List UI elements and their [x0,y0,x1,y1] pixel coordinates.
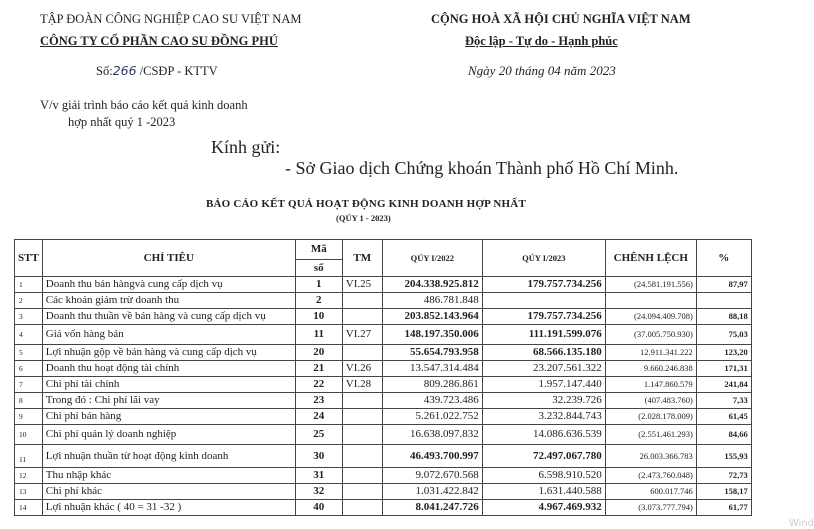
cell-stt: 14 [15,500,43,516]
document-date: Ngày 20 tháng 04 năm 2023 [468,63,616,78]
financial-results-table [14,239,752,516]
header-pct: % [696,240,751,277]
cell-stt: 12 [15,468,43,484]
cell-q2022: 5.261.022.752 [382,409,482,425]
cell-pct: 61,45 [696,409,751,425]
cell-q2023: 72.497.067.780 [482,445,605,468]
cell-tm [342,293,382,309]
cell-chi-tieu: Các khoản giảm trừ doanh thu [42,293,295,309]
table-row [15,425,752,445]
cell-stt: 7 [15,377,43,393]
cell-ma: 24 [295,409,342,425]
header-so: số [295,260,342,277]
cell-ma: 30 [295,445,342,468]
report-title: BÁO CÁO KẾT QUẢ HOẠT ĐỘNG KINH DOANH HỢP NHẤT [206,198,526,210]
cell-q2023 [482,293,605,309]
cell-tm [342,393,382,409]
cell-tm: VI.25 [342,277,382,293]
cell-q2022: 13.547.314.484 [382,361,482,377]
cell-stt: 2 [15,293,43,309]
table-row [15,445,752,468]
cell-q2022: 9.072.670.568 [382,468,482,484]
cell-chenh-lech: (407.483.760) [605,393,696,409]
republic-motto: Độc lập - Tự do - Hạnh phúc [465,34,618,48]
cell-chi-tieu: Chi phí khác [42,484,295,500]
cell-stt: 4 [15,325,43,345]
doc-number-handwritten: 266 [112,63,137,78]
cell-pct: 88,18 [696,309,751,325]
cell-q2023: 23.207.561.322 [482,361,605,377]
org-name-company: CÔNG TY CỔ PHẦN CAO SU ĐỒNG PHÚ [40,34,278,48]
cell-stt: 1 [15,277,43,293]
cell-chenh-lech: 9.660.246.838 [605,361,696,377]
cell-chenh-lech: (24.581.191.556) [605,277,696,293]
cell-tm [342,500,382,516]
cell-pct: 72,73 [696,468,751,484]
cell-q2022: 486.781.848 [382,293,482,309]
cell-q2023: 1.631.440.588 [482,484,605,500]
cell-ma: 21 [295,361,342,377]
cell-stt: 5 [15,345,43,361]
cell-ma: 23 [295,393,342,409]
table-row [15,277,752,293]
cell-stt: 3 [15,309,43,325]
cell-q2022: 809.286.861 [382,377,482,393]
cell-tm [342,425,382,445]
cell-chi-tieu: Giá vốn hàng bán [42,325,295,345]
table-row [15,468,752,484]
cell-chenh-lech: (2.551.461.293) [605,425,696,445]
header-ma: Mã [295,240,342,260]
cell-chi-tieu: Doanh thu thuần về bán hàng và cung cấp dịch vụ [42,309,295,325]
recipient: - Sở Giao dịch Chứng khoán Thành phố Hồ Chí Minh. [285,158,679,178]
doc-number-prefix: Số: [96,64,113,78]
cell-ma: 32 [295,484,342,500]
cell-ma: 31 [295,468,342,484]
cell-ma: 22 [295,377,342,393]
cell-tm [342,309,382,325]
cell-stt: 13 [15,484,43,500]
cell-pct: 75,03 [696,325,751,345]
cell-pct: 155,93 [696,445,751,468]
republic-title: CỘNG HOÀ XÃ HỘI CHỦ NGHĨA VIỆT NAM [431,12,691,26]
cell-chenh-lech: (24.094.409.708) [605,309,696,325]
cell-q2022: 8.041.247.726 [382,500,482,516]
cell-stt: 8 [15,393,43,409]
table-row [15,409,752,425]
cell-pct: 123,20 [696,345,751,361]
doc-number-suffix: /CSĐP - KTTV [139,64,218,78]
cell-q2022: 1.031.422.842 [382,484,482,500]
cell-chenh-lech: 26.003.366.783 [605,445,696,468]
cell-chenh-lech: 12.911.341.222 [605,345,696,361]
cell-q2022: 439.723.486 [382,393,482,409]
cell-tm [342,345,382,361]
cell-chi-tieu: Doanh thu bán hàngvà cung cấp dịch vụ [42,277,295,293]
cell-q2023: 1.957.147.440 [482,377,605,393]
header-q2023: QÚY I/2023 [482,240,605,277]
table-row [15,309,752,325]
watermark-text: Wind [788,518,814,529]
table-row [15,393,752,409]
header-chi-tieu: CHỈ TIÊU [42,240,295,277]
cell-q2022: 55.654.793.958 [382,345,482,361]
cell-pct: 61,77 [696,500,751,516]
cell-chi-tieu: Lợi nhuận gộp về bán hàng và cung cấp dịch vụ [42,345,295,361]
org-name-parent: TẬP ĐOÀN CÔNG NGHIỆP CAO SU VIỆT NAM [40,12,302,26]
table-row [15,377,752,393]
cell-tm: VI.27 [342,325,382,345]
document-number [96,63,218,79]
cell-tm [342,409,382,425]
subject-line-1: V/v giải trình báo cáo kết quả kinh doanh [40,98,248,112]
cell-tm [342,484,382,500]
cell-chi-tieu: Chi phí quản lý doanh nghiệp [42,425,295,445]
cell-pct: 7,33 [696,393,751,409]
cell-q2022: 46.493.700.997 [382,445,482,468]
header-chenh-lech: CHÊNH LỆCH [605,240,696,277]
cell-q2023: 111.191.599.076 [482,325,605,345]
cell-ma: 25 [295,425,342,445]
table-row [15,325,752,345]
cell-ma: 20 [295,345,342,361]
cell-pct: 171,31 [696,361,751,377]
cell-q2023: 4.967.469.932 [482,500,605,516]
cell-stt: 11 [15,445,43,468]
cell-tm: VI.26 [342,361,382,377]
cell-q2023: 179.757.734.256 [482,309,605,325]
cell-chenh-lech: (2.473.760.048) [605,468,696,484]
cell-q2022: 204.338.925.812 [382,277,482,293]
cell-tm [342,468,382,484]
table-header-row [15,240,752,260]
cell-ma: 11 [295,325,342,345]
cell-pct: 158,17 [696,484,751,500]
cell-chi-tieu: Chi phí bán hàng [42,409,295,425]
cell-ma: 40 [295,500,342,516]
cell-chi-tieu: Lợi nhuận khác ( 40 = 31 -32 ) [42,500,295,516]
cell-q2022: 16.638.097.832 [382,425,482,445]
cell-chenh-lech [605,293,696,309]
cell-tm [342,445,382,468]
salutation: Kính gửi: [211,137,281,157]
cell-q2023: 68.566.135.180 [482,345,605,361]
cell-ma: 2 [295,293,342,309]
table-row [15,361,752,377]
report-subtitle: (QÚY 1 - 2023) [336,213,391,223]
cell-q2022: 203.852.143.964 [382,309,482,325]
cell-stt: 10 [15,425,43,445]
cell-chenh-lech: (37.005.750.930) [605,325,696,345]
header-q2022: QÚY I/2022 [382,240,482,277]
cell-q2022: 148.197.350.006 [382,325,482,345]
cell-pct: 241,84 [696,377,751,393]
cell-chi-tieu: Chi phí tài chính [42,377,295,393]
table-row [15,345,752,361]
cell-ma: 10 [295,309,342,325]
cell-tm: VI.28 [342,377,382,393]
cell-stt: 6 [15,361,43,377]
cell-pct [696,293,751,309]
cell-stt: 9 [15,409,43,425]
cell-ma: 1 [295,277,342,293]
cell-chi-tieu: Trong đó : Chi phí lãi vay [42,393,295,409]
cell-q2023: 14.086.636.539 [482,425,605,445]
header-tm: TM [342,240,382,277]
table-row [15,500,752,516]
cell-q2023: 3.232.844.743 [482,409,605,425]
table-row [15,293,752,309]
cell-chenh-lech: 1.147.860.579 [605,377,696,393]
cell-chi-tieu: Lợi nhuận thuần từ hoạt động kinh doanh [42,445,295,468]
cell-chi-tieu: Thu nhập khác [42,468,295,484]
cell-q2023: 32.239.726 [482,393,605,409]
cell-pct: 87,97 [696,277,751,293]
cell-chenh-lech: (3.073.777.794) [605,500,696,516]
cell-chenh-lech: 600.017.746 [605,484,696,500]
cell-q2023: 6.598.910.520 [482,468,605,484]
cell-pct: 84,66 [696,425,751,445]
header-stt: STT [15,240,43,277]
subject-line-2: hợp nhất quý 1 -2023 [68,115,176,129]
table-row [15,484,752,500]
cell-q2023: 179.757.734.256 [482,277,605,293]
cell-chenh-lech: (2.028.178.009) [605,409,696,425]
cell-chi-tieu: Doanh thu hoạt động tài chính [42,361,295,377]
